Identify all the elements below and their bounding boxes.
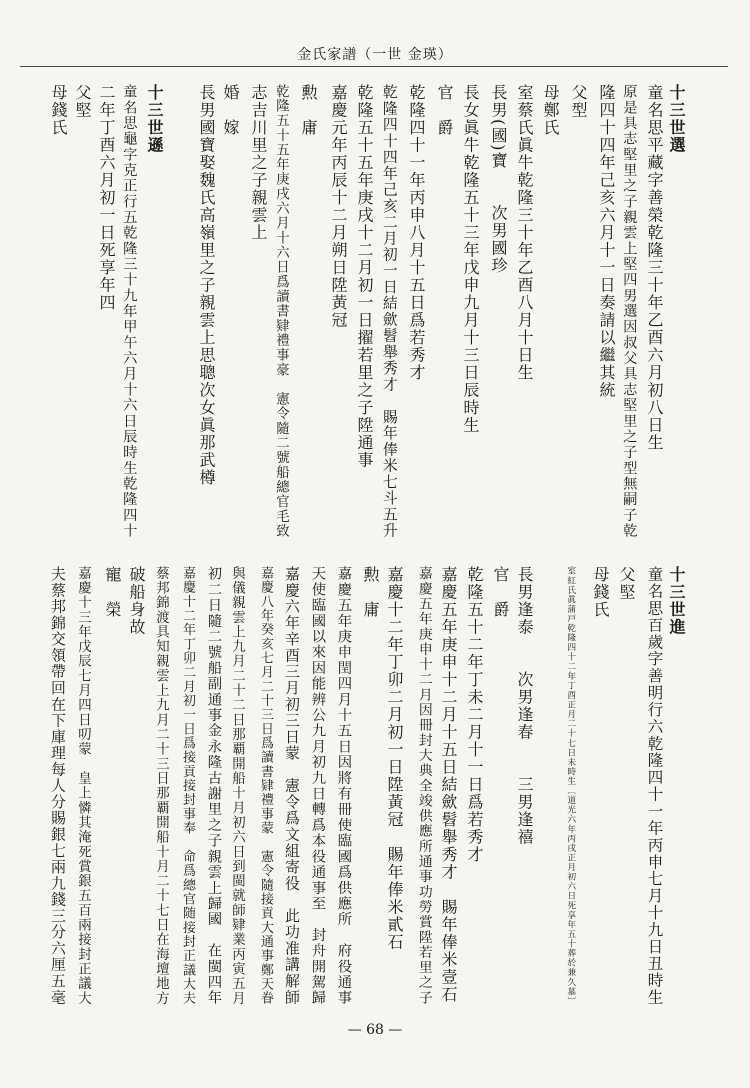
bottom-section-line: 破船身故: [127, 566, 146, 636]
bottom-section-line: 嘉慶五年庚申閏四月十五日因將有冊使臨國爲供應所 府役通事: [335, 566, 352, 1006]
bottom-section-line: 勲 庸: [361, 566, 380, 619]
top-section-line: 母鄭氏: [541, 84, 560, 137]
top-section-line: 長男國寶娶魏氏高嶺里之子親雲上思聰次女眞那武樽: [197, 84, 216, 487]
top-section-line: 父堅: [73, 84, 92, 119]
bottom-section-line: 與儀親雲上九月二十二日那覇開船十月初六日到閩就師肄業丙寅五月: [229, 566, 245, 1006]
top-section-line: 十三世選: [667, 84, 686, 154]
top-section-line: 隆四十四年己亥六月十一日奏請以繼其統: [597, 84, 616, 399]
bottom-section-line: 嘉慶十二年丁卯二月初一日陞黃冠 賜年俸米貳石: [385, 566, 404, 951]
bottom-section-line: 寵 榮: [103, 566, 122, 619]
bottom-section-line: 夫蔡邦錦交領帶回在下庫理每人分賜銀七兩九錢三分六厘五毫: [48, 566, 67, 1006]
bottom-section-line: 十三世進: [667, 566, 686, 636]
bottom-section-line: 嘉慶五年庚申十二月因冊封大典全竣供應所通事功勞賞陞若里之子: [415, 566, 432, 1006]
top-section-line: 勲 庸: [299, 84, 318, 137]
bottom-section-line: 嘉慶八年癸亥七月二十三日爲讀書肄禮事蒙 憲令隨接貢大通事鄭天眷: [257, 566, 273, 1006]
top-section-line: 二年丁酉六月初一日死享年四: [97, 84, 116, 312]
bottom-section-line: 母錢氏: [591, 566, 610, 619]
top-section-line: 官 爵: [435, 84, 454, 137]
top-section-line: 室蔡氏眞牛乾隆三十年乙酉八月十日生: [515, 84, 534, 382]
top-section-line: 長男(國)寶 次男國珍: [489, 84, 508, 275]
bottom-section-line: 室紅氏眞蒲戸乾隆四十二年丁酉正月二十七日未時生〔道光六年丙戌正月初六日死享年五十葬於兼久墓〕: [565, 566, 576, 1006]
top-section-line: 乾隆四十四年己亥二月初一日結歛髫舉秀才 賜年俸米七斗五升: [380, 84, 399, 539]
top-section-line: 長女眞牛乾隆五十三年戊申九月十三日辰時生: [461, 84, 480, 434]
bottom-section-line: 父堅: [617, 566, 636, 601]
top-section-line: 十三世遜: [145, 84, 164, 154]
bottom-section-line: 初二日隨二號船副通事金永隆古謝里之子親雲上歸國 在閩四年: [205, 566, 222, 1006]
page-header: 金氏家譜（一世 金瑛）: [297, 47, 453, 63]
bottom-section-line: 乾隆五十二年丁未二月十一日爲若秀才: [465, 566, 484, 864]
bottom-section-line: 嘉慶十二年丁卯二月初一日爲接貢接封事奉 命爲總官随接封正議大夫: [179, 566, 195, 1006]
top-section-line: 原是具志堅里之子親雲上堅四男選因叔父具志堅里之子型無嗣子乾: [621, 84, 638, 539]
top-section-line: 乾隆五十五年庚戌六月十六日爲讀書肄禮事豪 憲令隨二號船總官毛致: [273, 84, 289, 539]
bottom-section-line: 嘉慶十三年戊辰七月四日叨蒙 皇上憐其淹死賞銀五百兩接封正議大: [75, 566, 91, 1006]
top-section-line: 童名思平藏字善榮乾隆三十年乙酉六月初八日生: [645, 84, 664, 452]
top-section-line: 志吉川里之子親雲上: [249, 84, 268, 242]
bottom-section-line: 長男逢泰 次男逢春 三男逢禧: [515, 566, 534, 846]
top-section-line: 父型: [569, 84, 588, 119]
top-section-line: 婚 嫁: [221, 84, 240, 137]
bottom-section-line: 童名思百歲字善明行六乾隆四十一年丙申七月十九日丑時生: [645, 566, 664, 1006]
top-section-line: 乾隆四十一年丙申八月十五日爲若秀才: [407, 84, 426, 382]
header-rule: [20, 66, 728, 67]
bottom-section-line: 蔡邦錦渡具知親雲上九月二十三日那覇開船十月二十七日在海壇地方: [153, 566, 169, 1006]
page-number: — 68 —: [347, 1022, 403, 1038]
top-section-line: 乾隆五十五年庚戌十二月初一日擢若里之子陞通事: [355, 84, 374, 469]
top-section-line: 母錢氏: [49, 84, 68, 137]
top-section-line: 童名思龜字克正行五乾隆三十九年甲午六月十六日辰時生乾隆四十: [121, 84, 138, 539]
bottom-section-line: 嘉慶六年辛酉三月初三日蒙 憲令爲文組寄役 此功准講解師: [282, 566, 301, 1006]
bottom-section-line: 嘉慶五年庚申十二月十五日結歛髫舉秀才 賜年俸米壹石: [439, 566, 458, 1004]
top-section-line: 嘉慶元年丙辰十二月朔日陞黃冠: [329, 84, 348, 329]
bottom-section-line: 天使臨國以來因能辨公九月初九日轉爲本役通事至 封舟開駕歸: [309, 566, 326, 1006]
bottom-section-line: 官 爵: [491, 566, 510, 619]
